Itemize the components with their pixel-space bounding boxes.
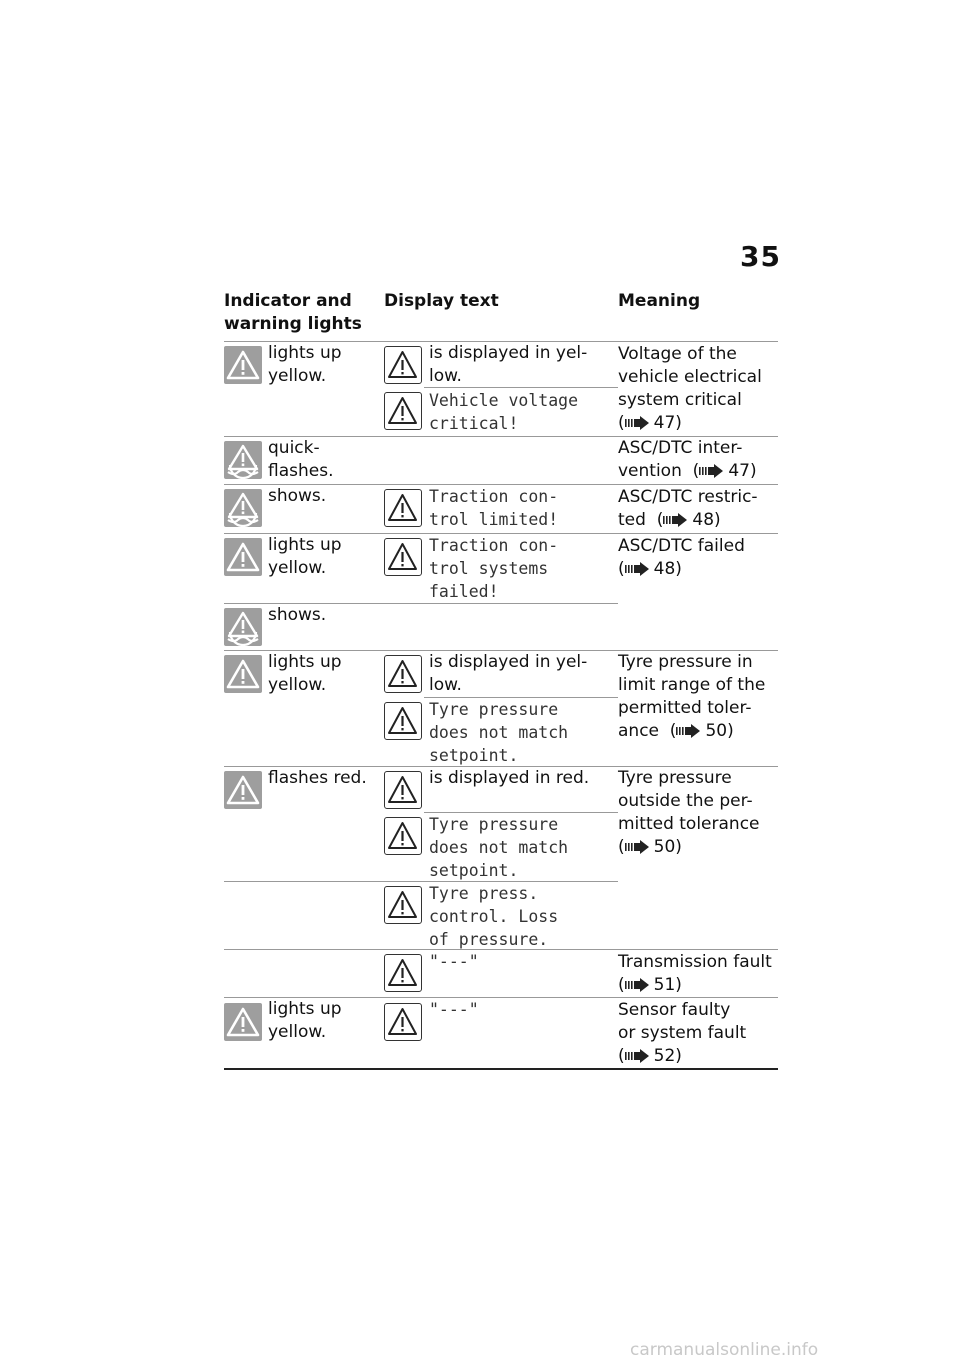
display-message: Tyre press. control. Loss of pressure.: [429, 884, 559, 949]
warning-triangle-icon: [224, 655, 262, 693]
display-message: Tyre pressure does not match setpoint.: [429, 815, 569, 880]
warning-triangle-icon: [224, 771, 262, 809]
traction-control-icon: [224, 441, 262, 479]
display-warning-icon: [384, 538, 422, 576]
display-text: is displayed in red.: [429, 768, 590, 788]
display-message: "---": [429, 952, 479, 971]
display-message: Traction con- trol limited!: [429, 487, 559, 529]
header-indicator: Indicator and warning lights: [224, 291, 362, 334]
reference-arrow-icon: [699, 464, 725, 478]
reference-arrow-icon: [625, 1049, 651, 1063]
indicator-text: quick- flashes.: [268, 438, 334, 481]
traction-control-icon: [224, 489, 262, 527]
page-reference[interactable]: 48): [692, 510, 721, 530]
indicator-text: lights up yellow.: [268, 535, 342, 578]
reference-arrow-icon: [625, 840, 651, 854]
page-reference[interactable]: 52): [653, 1046, 682, 1066]
meaning-text: Voltage of the vehicle electrical system critical ( 47): [618, 344, 762, 433]
meaning-text: Tyre pressure outside the per- mitted tolerance ( 50): [618, 768, 760, 857]
reference-arrow-icon: [663, 513, 689, 527]
header-meaning: Meaning: [618, 291, 701, 311]
page-reference[interactable]: 50): [653, 837, 682, 857]
display-warning-icon: [384, 702, 422, 740]
page-reference[interactable]: 47): [728, 461, 757, 481]
meaning-text: Sensor faulty or system fault ( 52): [618, 1000, 747, 1066]
display-text: is displayed in yel- low.: [429, 652, 588, 695]
traction-control-icon: [224, 608, 262, 646]
meaning-text: ASC/DTC failed ( 48): [618, 536, 745, 579]
display-warning-icon: [384, 1003, 422, 1041]
display-message: Vehicle voltage critical!: [429, 391, 579, 433]
page-reference[interactable]: 51): [653, 975, 682, 995]
page-reference[interactable]: 50): [705, 721, 734, 741]
indicator-text: flashes red.: [268, 768, 367, 788]
table-bottom-rule: [224, 1068, 778, 1070]
page-reference[interactable]: 48): [653, 559, 682, 579]
meaning-text: Transmission fault ( 51): [618, 952, 772, 995]
indicator-text: lights up yellow.: [268, 999, 342, 1042]
page-number: 35: [740, 240, 781, 273]
display-warning-icon: [384, 655, 422, 693]
indicator-text: shows.: [268, 605, 327, 625]
reference-arrow-icon: [625, 978, 651, 992]
display-warning-icon: [384, 817, 422, 855]
display-message: "---": [429, 1000, 479, 1019]
indicator-text: lights up yellow.: [268, 343, 342, 386]
warning-triangle-icon: [224, 346, 262, 384]
reference-arrow-icon: [676, 724, 702, 738]
indicator-text: lights up yellow.: [268, 652, 342, 695]
page-reference[interactable]: 47): [653, 413, 682, 433]
display-warning-icon: [384, 346, 422, 384]
display-message: Traction con- trol systems failed!: [429, 536, 559, 601]
display-warning-icon: [384, 954, 422, 992]
footer-watermark: carmanualsonline.info: [630, 1340, 819, 1360]
display-warning-icon: [384, 489, 422, 527]
meaning-text: ASC/DTC restric- ted ( 48): [618, 487, 758, 530]
display-message: Tyre pressure does not match setpoint.: [429, 700, 569, 765]
header-display-text: Display text: [384, 291, 499, 311]
meaning-text: ASC/DTC inter- vention ( 47): [618, 438, 757, 481]
display-warning-icon: [384, 392, 422, 430]
meaning-text: Tyre pressure in limit range of the permitted toler- ance ( 50): [618, 652, 766, 741]
warning-triangle-icon: [224, 1003, 262, 1041]
display-warning-icon: [384, 771, 422, 809]
indicator-text: shows.: [268, 486, 327, 506]
reference-arrow-icon: [625, 416, 651, 430]
display-text: is displayed in yel- low.: [429, 343, 588, 386]
warning-triangle-icon: [224, 538, 262, 576]
reference-arrow-icon: [625, 562, 651, 576]
display-warning-icon: [384, 886, 422, 924]
